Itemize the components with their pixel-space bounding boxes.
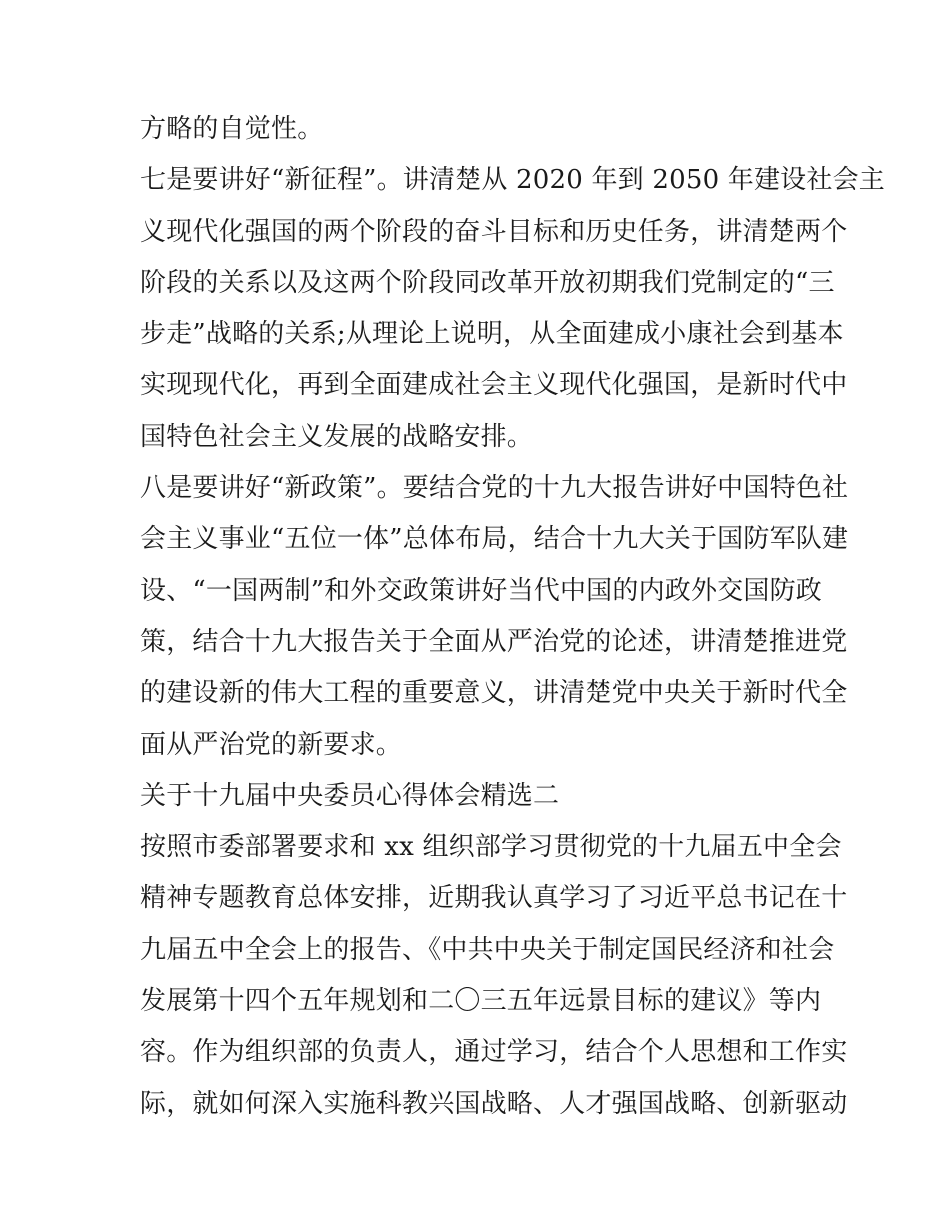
text-line: 精神专题教育总体安排，近期我认真学习了习近平总书记在十 xyxy=(140,883,848,914)
text-line: 义现代化强国的两个阶段的奋斗目标和历史任务，讲清楚两个 xyxy=(140,216,848,247)
text-line: 九届五中全会上的报告、《中共中央关于制定国民经济和社会 xyxy=(140,934,835,965)
text-line: 按照市委部署要求和 xx 组织部学习贯彻党的十九届五中全会 xyxy=(140,832,842,863)
text-line: 面从严治党的新要求。 xyxy=(140,729,403,760)
text-line: 策，结合十九大报告关于全面从严治党的论述，讲清楚推进党 xyxy=(140,626,848,657)
text-line: 会主义事业“五位一体”总体布局，结合十九大关于国防军队建 xyxy=(140,524,849,555)
body-text xyxy=(140,104,885,1130)
text-line: 八是要讲好“新政策”。要结合党的十九大报告讲好中国特色社 xyxy=(140,473,849,504)
text-line: 国特色社会主义发展的战略安排。 xyxy=(140,421,534,452)
text-line: 发展第十四个五年规划和二〇三五年远景目标的建议》等内 xyxy=(140,986,822,1017)
text-line: 七是要讲好“新征程”。讲清楚从 2020 年到 2050 年建设社会主 xyxy=(140,165,885,196)
text-line: 的建设新的伟大工程的重要意义，讲清楚党中央关于新时代全 xyxy=(140,678,848,709)
text-line: 实现现代化，再到全面建成社会主义现代化强国，是新时代中 xyxy=(140,370,848,401)
text-line: 方略的自觉性。 xyxy=(140,114,324,144)
section-heading: 关于十九届中央委员心得体会精选二 xyxy=(140,780,560,811)
text-line: 步走”战略的关系;从理论上说明，从全面建成小康社会到基本 xyxy=(140,319,844,350)
text-line: 设、“一国两制”和外交政策讲好当代中国的内政外交国防政 xyxy=(140,575,822,606)
text-line: 阶段的关系以及这两个阶段同改革开放初期我们党制定的“三 xyxy=(140,267,835,298)
text-line: 际，就如何深入实施科教兴国战略、人才强国战略、创新驱动 xyxy=(140,1088,848,1119)
text-line: 容。作为组织部的负责人，通过学习，结合个人思想和工作实 xyxy=(140,1037,848,1068)
